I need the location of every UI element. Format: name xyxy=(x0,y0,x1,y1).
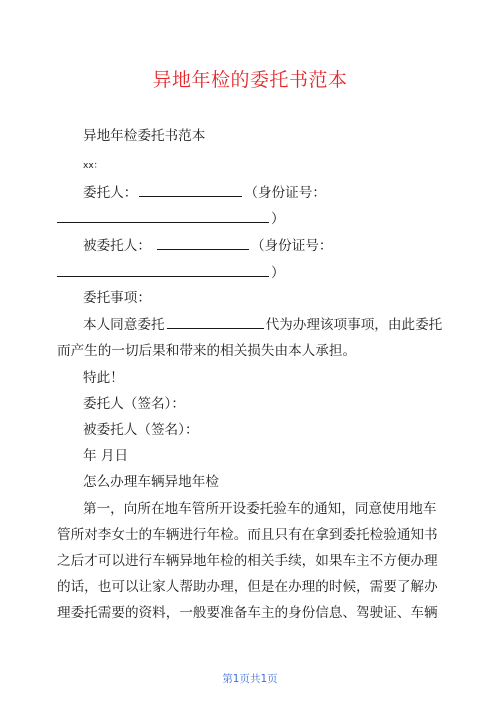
agent-id-line xyxy=(57,263,285,282)
principal-label: 委托人： xyxy=(83,185,138,201)
hereby-text: 特此！ xyxy=(83,370,124,386)
principal-line xyxy=(83,183,326,202)
agent-signature: 被委托人（签名）： xyxy=(83,422,199,438)
paragraph-line: 管所对李女士的车辆进行年检。而且只有在拿到委托检验通知书 xyxy=(57,527,438,543)
agent-name-blank xyxy=(157,236,249,250)
delegate-blank xyxy=(167,315,264,329)
agent-id-label: （身份证号： xyxy=(250,238,333,254)
agent-id-blank xyxy=(57,263,269,277)
statement-line xyxy=(83,315,442,334)
paragraph-line: 第一，向所在地车管所开设委托验车的通知，同意使用地车 xyxy=(83,501,437,517)
paragraph-line: 理委托需要的资料，一般要准备车主的身份信息、驾驶证、车辆 xyxy=(57,605,438,621)
principal-id-close: ） xyxy=(271,211,285,227)
addressee: xx： xyxy=(83,161,103,171)
paragraph-line: 的话，也可以让家人帮助办理，但是在办理的时候，需要了解办 xyxy=(57,579,438,595)
page-footer: 第1页共1页 xyxy=(222,673,278,685)
statement-post: 代为办理该项事项，由此委托 xyxy=(265,317,443,333)
principal-id-label: （身份证号： xyxy=(244,185,326,201)
principal-id-blank xyxy=(57,209,269,223)
agent-line xyxy=(83,236,333,255)
principal-signature: 委托人（签名）： xyxy=(83,396,185,412)
section-heading: 怎么办理车辆异地年检 xyxy=(83,474,219,490)
statement-pre: 本人同意委托 xyxy=(83,317,165,333)
matters-label: 委托事项： xyxy=(83,290,151,306)
paragraph-line: 之后才可以进行车辆异地年检的相关手续，如果车主不方便办理 xyxy=(57,553,438,569)
agent-id-close: ） xyxy=(271,265,285,281)
statement-continuation: 而产生的一切后果和带来的相关损失由本人承担。 xyxy=(57,343,357,359)
date-line: 年 月日 xyxy=(83,448,129,464)
principal-id-line xyxy=(57,209,285,228)
document-title: 异地年检的委托书范本 xyxy=(152,69,348,91)
principal-name-blank xyxy=(139,183,242,197)
agent-label: 被委托人： xyxy=(83,238,151,254)
document-heading: 异地年检委托书范本 xyxy=(83,128,206,144)
